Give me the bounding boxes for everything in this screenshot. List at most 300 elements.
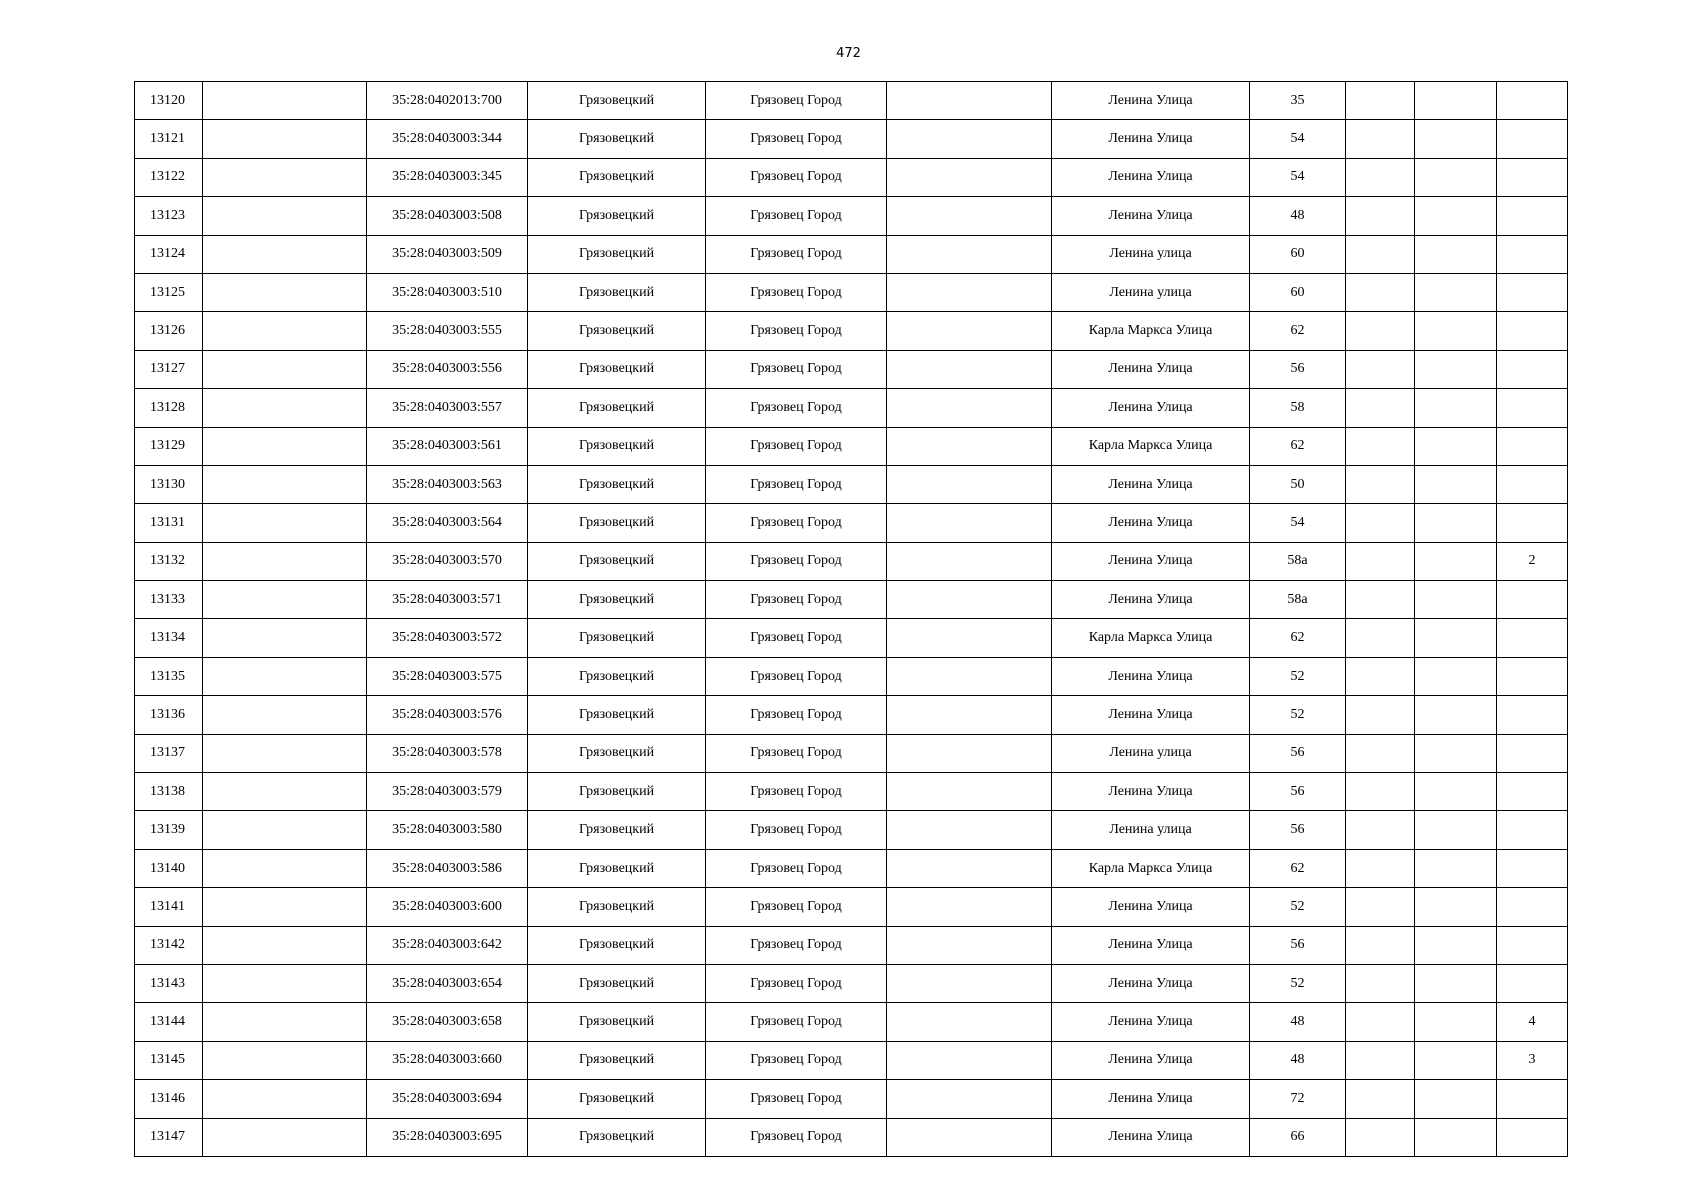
empty-cell — [887, 773, 1052, 811]
empty-cell — [887, 158, 1052, 196]
empty-cell — [203, 197, 367, 235]
extra-number-cell — [1497, 849, 1568, 887]
empty-cell — [1346, 350, 1415, 388]
table-row — [135, 120, 1568, 158]
street-cell: Ленина Улица — [1052, 1041, 1250, 1079]
street-cell: Ленина Улица — [1052, 581, 1250, 619]
registry-rows — [135, 82, 1568, 1157]
cadastral-number-cell: 35:28:0403003:561 — [367, 427, 528, 465]
cadastral-number-cell: 35:28:0403003:557 — [367, 389, 528, 427]
cadastral-number-cell: 35:28:0402013:700 — [367, 82, 528, 120]
house-number-cell: 52 — [1250, 696, 1346, 734]
extra-number-cell: 3 — [1497, 1041, 1568, 1079]
empty-cell — [1346, 849, 1415, 887]
empty-cell — [203, 619, 367, 657]
house-number-cell: 56 — [1250, 926, 1346, 964]
extra-number-cell — [1497, 811, 1568, 849]
settlement-cell: Грязовец Город — [706, 926, 887, 964]
cadastral-number-cell: 35:28:0403003:695 — [367, 1118, 528, 1156]
empty-cell — [1346, 389, 1415, 427]
empty-cell — [1346, 504, 1415, 542]
row-number-cell: 13131 — [135, 504, 203, 542]
settlement-cell: Грязовец Город — [706, 849, 887, 887]
cadastral-number-cell: 35:28:0403003:556 — [367, 350, 528, 388]
district-cell: Грязовецкий — [528, 82, 706, 120]
settlement-cell: Грязовец Город — [706, 696, 887, 734]
row-number-cell: 13136 — [135, 696, 203, 734]
empty-cell — [1415, 82, 1497, 120]
empty-cell — [203, 849, 367, 887]
table-row — [135, 389, 1568, 427]
settlement-cell: Грязовец Город — [706, 773, 887, 811]
extra-number-cell — [1497, 964, 1568, 1002]
extra-number-cell — [1497, 465, 1568, 503]
street-cell: Ленина Улица — [1052, 926, 1250, 964]
row-number-cell: 13144 — [135, 1003, 203, 1041]
extra-number-cell — [1497, 581, 1568, 619]
empty-cell — [887, 734, 1052, 772]
district-cell: Грязовецкий — [528, 926, 706, 964]
settlement-cell: Грязовец Город — [706, 82, 887, 120]
settlement-cell: Грязовец Город — [706, 1003, 887, 1041]
extra-number-cell — [1497, 389, 1568, 427]
district-cell: Грязовецкий — [528, 504, 706, 542]
empty-cell — [1415, 926, 1497, 964]
cadastral-number-cell: 35:28:0403003:563 — [367, 465, 528, 503]
house-number-cell: 54 — [1250, 158, 1346, 196]
street-cell: Ленина Улица — [1052, 350, 1250, 388]
cadastral-number-cell: 35:28:0403003:579 — [367, 773, 528, 811]
table-row — [135, 773, 1568, 811]
street-cell: Ленина Улица — [1052, 120, 1250, 158]
empty-cell — [203, 696, 367, 734]
district-cell: Грязовецкий — [528, 427, 706, 465]
empty-cell — [203, 465, 367, 503]
settlement-cell: Грязовец Город — [706, 504, 887, 542]
empty-cell — [1415, 734, 1497, 772]
empty-cell — [203, 964, 367, 1002]
settlement-cell: Грязовец Город — [706, 1118, 887, 1156]
street-cell: Ленина Улица — [1052, 389, 1250, 427]
empty-cell — [1346, 158, 1415, 196]
table-row — [135, 427, 1568, 465]
district-cell: Грязовецкий — [528, 1118, 706, 1156]
table-row — [135, 581, 1568, 619]
empty-cell — [1415, 273, 1497, 311]
extra-number-cell — [1497, 427, 1568, 465]
row-number-cell: 13146 — [135, 1080, 203, 1118]
street-cell: Ленина Улица — [1052, 1003, 1250, 1041]
empty-cell — [1346, 197, 1415, 235]
extra-number-cell — [1497, 197, 1568, 235]
settlement-cell: Грязовец Город — [706, 581, 887, 619]
cadastral-number-cell: 35:28:0403003:586 — [367, 849, 528, 887]
empty-cell — [1346, 1080, 1415, 1118]
cadastral-number-cell: 35:28:0403003:345 — [367, 158, 528, 196]
table-row — [135, 82, 1568, 120]
district-cell: Грязовецкий — [528, 197, 706, 235]
empty-cell — [1415, 120, 1497, 158]
street-cell: Ленина улица — [1052, 811, 1250, 849]
table-row — [135, 312, 1568, 350]
empty-cell — [887, 389, 1052, 427]
empty-cell — [1346, 619, 1415, 657]
row-number-cell: 13138 — [135, 773, 203, 811]
empty-cell — [887, 235, 1052, 273]
table-row — [135, 465, 1568, 503]
empty-cell — [1415, 964, 1497, 1002]
street-cell: Ленина Улица — [1052, 542, 1250, 580]
empty-cell — [203, 926, 367, 964]
empty-cell — [1415, 504, 1497, 542]
house-number-cell: 56 — [1250, 811, 1346, 849]
empty-cell — [203, 389, 367, 427]
extra-number-cell — [1497, 235, 1568, 273]
house-number-cell: 62 — [1250, 849, 1346, 887]
empty-cell — [1415, 1118, 1497, 1156]
extra-number-cell — [1497, 312, 1568, 350]
cadastral-number-cell: 35:28:0403003:642 — [367, 926, 528, 964]
row-number-cell: 13133 — [135, 581, 203, 619]
empty-cell — [1415, 350, 1497, 388]
street-cell: Ленина Улица — [1052, 773, 1250, 811]
district-cell: Грязовецкий — [528, 888, 706, 926]
cadastral-number-cell: 35:28:0403003:660 — [367, 1041, 528, 1079]
empty-cell — [203, 888, 367, 926]
table-row — [135, 350, 1568, 388]
extra-number-cell — [1497, 696, 1568, 734]
settlement-cell: Грязовец Город — [706, 120, 887, 158]
empty-cell — [203, 504, 367, 542]
empty-cell — [1346, 888, 1415, 926]
street-cell: Ленина Улица — [1052, 888, 1250, 926]
empty-cell — [1346, 82, 1415, 120]
table-row — [135, 1041, 1568, 1079]
row-number-cell: 13126 — [135, 312, 203, 350]
cadastral-number-cell: 35:28:0403003:564 — [367, 504, 528, 542]
empty-cell — [887, 888, 1052, 926]
empty-cell — [1346, 235, 1415, 273]
extra-number-cell — [1497, 350, 1568, 388]
empty-cell — [1415, 235, 1497, 273]
extra-number-cell: 2 — [1497, 542, 1568, 580]
table-row — [135, 849, 1568, 887]
empty-cell — [1346, 1041, 1415, 1079]
empty-cell — [887, 1118, 1052, 1156]
house-number-cell: 52 — [1250, 964, 1346, 1002]
empty-cell — [203, 657, 367, 695]
empty-cell — [203, 427, 367, 465]
district-cell: Грязовецкий — [528, 235, 706, 273]
row-number-cell: 13127 — [135, 350, 203, 388]
house-number-cell: 62 — [1250, 312, 1346, 350]
district-cell: Грязовецкий — [528, 773, 706, 811]
cadastral-number-cell: 35:28:0403003:578 — [367, 734, 528, 772]
district-cell: Грязовецкий — [528, 1041, 706, 1079]
house-number-cell: 60 — [1250, 235, 1346, 273]
row-number-cell: 13130 — [135, 465, 203, 503]
cadastral-number-cell: 35:28:0403003:571 — [367, 581, 528, 619]
empty-cell — [887, 504, 1052, 542]
empty-cell — [1346, 465, 1415, 503]
extra-number-cell: 4 — [1497, 1003, 1568, 1041]
table-row — [135, 696, 1568, 734]
empty-cell — [1415, 811, 1497, 849]
house-number-cell: 66 — [1250, 1118, 1346, 1156]
district-cell: Грязовецкий — [528, 158, 706, 196]
table-row — [135, 888, 1568, 926]
empty-cell — [203, 312, 367, 350]
settlement-cell: Грязовец Город — [706, 1080, 887, 1118]
house-number-cell: 58а — [1250, 542, 1346, 580]
house-number-cell: 56 — [1250, 350, 1346, 388]
empty-cell — [1415, 773, 1497, 811]
street-cell: Ленина Улица — [1052, 964, 1250, 1002]
empty-cell — [887, 811, 1052, 849]
empty-cell — [887, 1041, 1052, 1079]
empty-cell — [1346, 964, 1415, 1002]
table-row — [135, 197, 1568, 235]
row-number-cell: 13140 — [135, 849, 203, 887]
district-cell: Грязовецкий — [528, 581, 706, 619]
street-cell: Ленина улица — [1052, 273, 1250, 311]
table-row — [135, 273, 1568, 311]
empty-cell — [1415, 542, 1497, 580]
cadastral-number-cell: 35:28:0403003:654 — [367, 964, 528, 1002]
empty-cell — [887, 581, 1052, 619]
extra-number-cell — [1497, 158, 1568, 196]
settlement-cell: Грязовец Город — [706, 350, 887, 388]
row-number-cell: 13143 — [135, 964, 203, 1002]
street-cell: Ленина Улица — [1052, 504, 1250, 542]
empty-cell — [887, 849, 1052, 887]
extra-number-cell — [1497, 1080, 1568, 1118]
empty-cell — [887, 657, 1052, 695]
settlement-cell: Грязовец Город — [706, 465, 887, 503]
cadastral-number-cell: 35:28:0403003:576 — [367, 696, 528, 734]
empty-cell — [1346, 696, 1415, 734]
row-number-cell: 13145 — [135, 1041, 203, 1079]
row-number-cell: 13137 — [135, 734, 203, 772]
district-cell: Грязовецкий — [528, 964, 706, 1002]
house-number-cell: 48 — [1250, 1041, 1346, 1079]
empty-cell — [203, 734, 367, 772]
row-number-cell: 13120 — [135, 82, 203, 120]
district-cell: Грязовецкий — [528, 273, 706, 311]
house-number-cell: 48 — [1250, 1003, 1346, 1041]
house-number-cell: 52 — [1250, 657, 1346, 695]
street-cell: Ленина улица — [1052, 734, 1250, 772]
table-row — [135, 1080, 1568, 1118]
empty-cell — [887, 197, 1052, 235]
settlement-cell: Грязовец Город — [706, 888, 887, 926]
empty-cell — [1346, 312, 1415, 350]
empty-cell — [203, 120, 367, 158]
empty-cell — [1415, 619, 1497, 657]
empty-cell — [1346, 811, 1415, 849]
empty-cell — [203, 158, 367, 196]
house-number-cell: 50 — [1250, 465, 1346, 503]
district-cell: Грязовецкий — [528, 811, 706, 849]
table-row — [135, 158, 1568, 196]
empty-cell — [203, 350, 367, 388]
extra-number-cell — [1497, 657, 1568, 695]
empty-cell — [203, 1080, 367, 1118]
street-cell: Ленина Улица — [1052, 1118, 1250, 1156]
cadastral-number-cell: 35:28:0403003:508 — [367, 197, 528, 235]
cadastral-number-cell: 35:28:0403003:555 — [367, 312, 528, 350]
table-row — [135, 1003, 1568, 1041]
row-number-cell: 13123 — [135, 197, 203, 235]
empty-cell — [1415, 581, 1497, 619]
empty-cell — [1346, 427, 1415, 465]
registry-table — [134, 81, 1568, 1157]
empty-cell — [887, 273, 1052, 311]
table-row — [135, 926, 1568, 964]
settlement-cell: Грязовец Город — [706, 734, 887, 772]
empty-cell — [203, 1041, 367, 1079]
house-number-cell: 58а — [1250, 581, 1346, 619]
settlement-cell: Грязовец Город — [706, 389, 887, 427]
empty-cell — [887, 120, 1052, 158]
settlement-cell: Грязовец Город — [706, 964, 887, 1002]
empty-cell — [1346, 926, 1415, 964]
row-number-cell: 13122 — [135, 158, 203, 196]
cadastral-number-cell: 35:28:0403003:575 — [367, 657, 528, 695]
house-number-cell: 52 — [1250, 888, 1346, 926]
empty-cell — [1415, 696, 1497, 734]
district-cell: Грязовецкий — [528, 389, 706, 427]
table-row — [135, 504, 1568, 542]
empty-cell — [1415, 1003, 1497, 1041]
house-number-cell: 62 — [1250, 619, 1346, 657]
row-number-cell: 13139 — [135, 811, 203, 849]
empty-cell — [203, 1003, 367, 1041]
cadastral-number-cell: 35:28:0403003:510 — [367, 273, 528, 311]
table-row — [135, 734, 1568, 772]
empty-cell — [1415, 312, 1497, 350]
row-number-cell: 13125 — [135, 273, 203, 311]
street-cell: Ленина Улица — [1052, 657, 1250, 695]
table-row — [135, 235, 1568, 273]
empty-cell — [203, 773, 367, 811]
empty-cell — [1346, 1003, 1415, 1041]
row-number-cell: 13128 — [135, 389, 203, 427]
cadastral-number-cell: 35:28:0403003:572 — [367, 619, 528, 657]
settlement-cell: Грязовец Город — [706, 197, 887, 235]
table-row — [135, 619, 1568, 657]
empty-cell — [1415, 158, 1497, 196]
table-row — [135, 542, 1568, 580]
settlement-cell: Грязовец Город — [706, 619, 887, 657]
street-cell: Карла Маркса Улица — [1052, 427, 1250, 465]
house-number-cell: 54 — [1250, 504, 1346, 542]
row-number-cell: 13135 — [135, 657, 203, 695]
page-number: 472 — [836, 46, 861, 61]
empty-cell — [1415, 465, 1497, 503]
row-number-cell: 13141 — [135, 888, 203, 926]
empty-cell — [203, 273, 367, 311]
settlement-cell: Грязовец Город — [706, 312, 887, 350]
street-cell: Ленина Улица — [1052, 1080, 1250, 1118]
empty-cell — [887, 427, 1052, 465]
cadastral-number-cell: 35:28:0403003:658 — [367, 1003, 528, 1041]
settlement-cell: Грязовец Город — [706, 542, 887, 580]
extra-number-cell — [1497, 619, 1568, 657]
cadastral-number-cell: 35:28:0403003:570 — [367, 542, 528, 580]
house-number-cell: 56 — [1250, 734, 1346, 772]
empty-cell — [887, 696, 1052, 734]
street-cell: Карла Маркса Улица — [1052, 312, 1250, 350]
empty-cell — [1415, 1041, 1497, 1079]
empty-cell — [1415, 888, 1497, 926]
house-number-cell: 60 — [1250, 273, 1346, 311]
extra-number-cell — [1497, 888, 1568, 926]
empty-cell — [1415, 197, 1497, 235]
extra-number-cell — [1497, 1118, 1568, 1156]
district-cell: Грязовецкий — [528, 657, 706, 695]
extra-number-cell — [1497, 120, 1568, 158]
house-number-cell: 56 — [1250, 773, 1346, 811]
empty-cell — [1346, 542, 1415, 580]
empty-cell — [887, 1003, 1052, 1041]
street-cell: Карла Маркса Улица — [1052, 849, 1250, 887]
house-number-cell: 72 — [1250, 1080, 1346, 1118]
street-cell: Ленина улица — [1052, 235, 1250, 273]
extra-number-cell — [1497, 734, 1568, 772]
empty-cell — [887, 964, 1052, 1002]
settlement-cell: Грязовец Город — [706, 235, 887, 273]
district-cell: Грязовецкий — [528, 542, 706, 580]
house-number-cell: 48 — [1250, 197, 1346, 235]
street-cell: Ленина Улица — [1052, 82, 1250, 120]
empty-cell — [887, 926, 1052, 964]
street-cell: Ленина Улица — [1052, 158, 1250, 196]
house-number-cell: 54 — [1250, 120, 1346, 158]
settlement-cell: Грязовец Город — [706, 811, 887, 849]
settlement-cell: Грязовец Город — [706, 427, 887, 465]
empty-cell — [1346, 734, 1415, 772]
row-number-cell: 13129 — [135, 427, 203, 465]
empty-cell — [1346, 581, 1415, 619]
row-number-cell: 13132 — [135, 542, 203, 580]
district-cell: Грязовецкий — [528, 734, 706, 772]
street-cell: Ленина Улица — [1052, 197, 1250, 235]
extra-number-cell — [1497, 273, 1568, 311]
district-cell: Грязовецкий — [528, 312, 706, 350]
cadastral-number-cell: 35:28:0403003:694 — [367, 1080, 528, 1118]
district-cell: Грязовецкий — [528, 465, 706, 503]
settlement-cell: Грязовец Город — [706, 657, 887, 695]
district-cell: Грязовецкий — [528, 696, 706, 734]
house-number-cell: 58 — [1250, 389, 1346, 427]
empty-cell — [1415, 389, 1497, 427]
empty-cell — [887, 350, 1052, 388]
empty-cell — [887, 619, 1052, 657]
empty-cell — [203, 82, 367, 120]
extra-number-cell — [1497, 926, 1568, 964]
row-number-cell: 13124 — [135, 235, 203, 273]
empty-cell — [887, 542, 1052, 580]
extra-number-cell — [1497, 82, 1568, 120]
empty-cell — [887, 465, 1052, 503]
empty-cell — [1346, 273, 1415, 311]
empty-cell — [887, 1080, 1052, 1118]
district-cell: Грязовецкий — [528, 1003, 706, 1041]
district-cell: Грязовецкий — [528, 350, 706, 388]
empty-cell — [203, 581, 367, 619]
row-number-cell: 13121 — [135, 120, 203, 158]
